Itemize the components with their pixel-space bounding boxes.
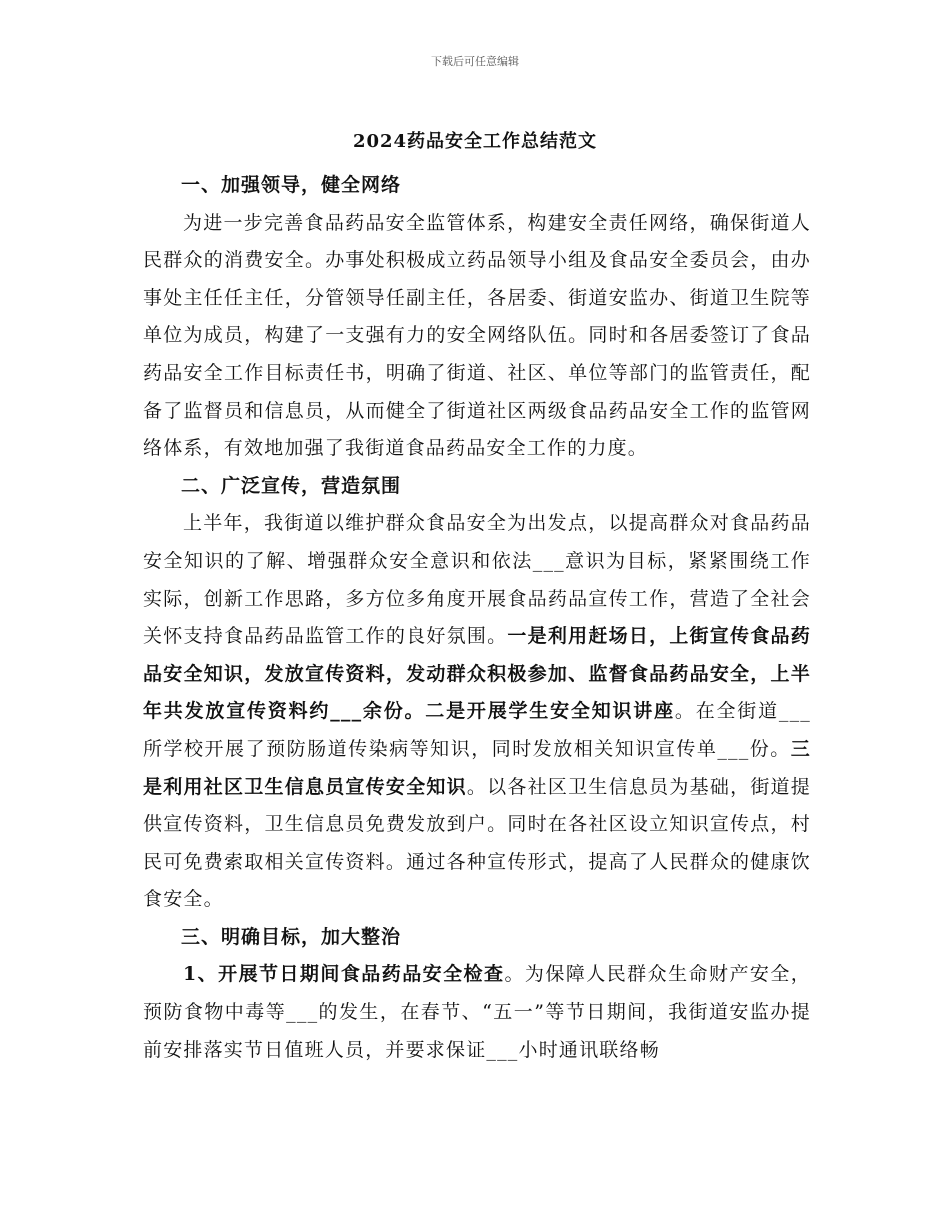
section3-item1-paragraph [143, 956, 811, 1069]
section1-paragraph: 为进一步完善食品药品安全监管体系，构建安全责任网络，确保街道人民群众的消费安全。办事处积极成立药品领导小组及食品安全委员会，由办事处主任任主任，分管领导任副主任，各居委、街道安监办、街道卫生院等单位为成员，构建了一支强有力的安全网络队伍。同时和各居委签订了食品药品安全工作目标责任书，明确了街道、社区、单位等部门的监管责任，配备了监督员和信息员，从而健全了街道社区两级食品药品安全工作的监管网络体系，有效地加强了我街道食品药品安全工作的力度。 [143, 211, 811, 460]
section2-point1-bold: 一是利用赶场日，上街宣传食品药品安全知识，发放宣传资料，发动群众积极参加、监督食品药品安全，上半年共发放宣传资料约___余份。 [143, 625, 811, 723]
document-title: 2024药品安全工作总结范文 [352, 131, 598, 152]
section3-item1-text: 。为保障人民群众生命财产安全，预防食物中毒等___的发生，在春节、“五一”等节日期间，我街道安监办提前安排落实节日值班人员，并要求保证___小时通讯联络畅 [143, 963, 811, 1061]
section2-point2-bold: 二是开展学生安全知识讲座 [425, 700, 675, 723]
section2-point2-text: 。在全街道___所学校开展了预防肠道传染病等知识，同时发放相关知识宣传单___份。 [143, 700, 811, 760]
section2-intro-text: 上半年，我街道以维护群众食品安全为出发点，以提高群众对食品药品安全知识的了解、增强群众安全意识和依法___意识为目标，紧紧围绕工作实际，创新工作思路，多方位多角度开展食品药品宣传工作，营造了全社会关怀支持食品药品监管工作的良好氛围。 [143, 512, 811, 648]
section2-point3-bold: 三是利用社区卫生信息员宣传安全知识 [143, 737, 811, 798]
section1-heading: 一、加强领导，健全网络 [181, 174, 402, 196]
section3-item1-bold: 1、开展节日期间食品药品安全检查 [183, 963, 505, 986]
header-note: 下载后可任意编辑 [431, 55, 519, 68]
section3-heading: 三、明确目标，加大整治 [181, 925, 402, 948]
document-body [143, 167, 811, 1069]
section2-paragraph [143, 505, 811, 919]
section2-point3-text: 。以各社区卫生信息员为基础，街道提供宣传资料，卫生信息员免费发放到户。同时在各社区设立知识宣传点，村民可免费索取相关宣传资料。通过各种宣传形式，提高了人民群众的健康饮食安全。 [143, 775, 812, 911]
section2-heading: 二、广泛宣传，营造氛围 [181, 474, 402, 497]
